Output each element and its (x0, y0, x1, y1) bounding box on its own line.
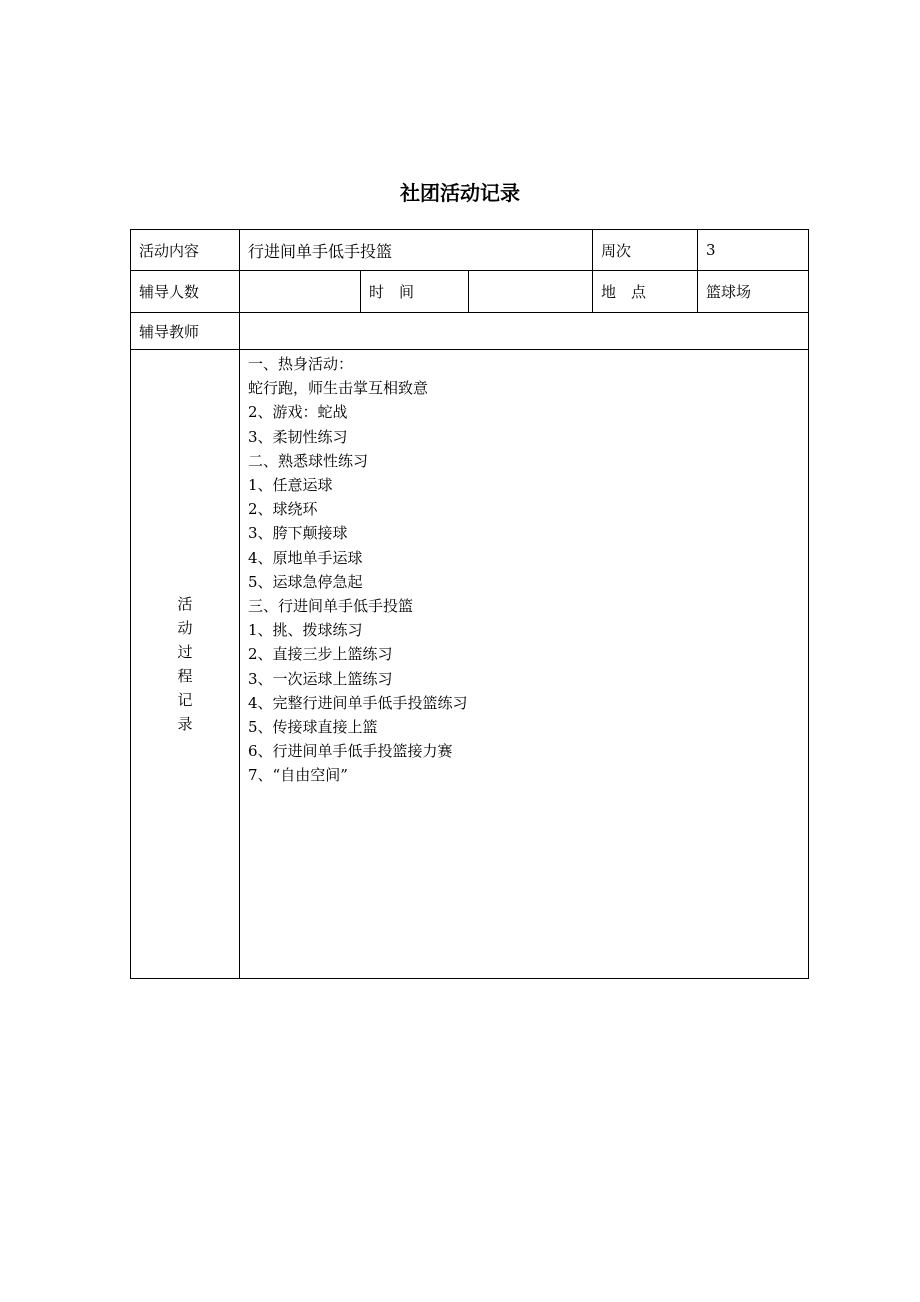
record-line: 3、胯下颠接球 (248, 524, 348, 543)
time-value (469, 271, 593, 313)
table-row (131, 271, 809, 313)
record-line: 蛇行跑，师生击掌互相致意 (248, 379, 429, 398)
record-line: 1、挑、拨球练习 (248, 621, 363, 640)
label-char: 动 (177, 619, 193, 637)
label-char: 程 (177, 667, 193, 685)
process-record-label (131, 350, 240, 979)
record-line: 一、热身活动： (248, 355, 354, 373)
record-line: 2、球绕环 (248, 500, 318, 519)
record-line: 6、行进间单手低手投篮接力赛 (248, 742, 453, 761)
record-line: 5、运球急停急起 (248, 572, 363, 591)
count-label: 辅导人数 (131, 271, 240, 313)
process-record-content (240, 350, 809, 979)
record-line: 二、熟悉球性练习 (248, 451, 369, 470)
label-char: 记 (177, 691, 193, 709)
table-row (131, 313, 809, 350)
week-label: 周次 (593, 230, 698, 271)
count-value (240, 271, 361, 313)
label-char: 活 (177, 595, 193, 613)
table-row (131, 230, 809, 271)
teacher-label: 辅导教师 (131, 313, 240, 350)
content-label: 活动内容 (131, 230, 240, 271)
time-label: 时 间 (361, 271, 469, 313)
record-line: 三、行进间单手低手投篮 (248, 597, 414, 616)
record-line: 2、直接三步上篮练习 (248, 645, 393, 664)
record-line: 4、完整行进间单手低手投篮练习 (248, 693, 468, 712)
label-char: 过 (177, 643, 193, 661)
record-line: 7、“自由空间” (248, 766, 348, 785)
label-char: 录 (177, 715, 193, 733)
record-line: 3、一次运球上篮练习 (248, 669, 393, 688)
place-label: 地 点 (593, 271, 698, 313)
table-row (131, 350, 809, 979)
record-line: 4、原地单手运球 (248, 548, 363, 567)
record-line: 2、游戏：蛇战 (248, 403, 348, 422)
activity-record-table (130, 229, 809, 979)
record-line: 3、柔韧性练习 (248, 427, 348, 446)
document-title: 社团活动记录 (400, 181, 520, 205)
content-value: 行进间单手低手投篮 (240, 230, 593, 271)
teacher-value (240, 313, 809, 350)
place-value: 篮球场 (698, 271, 809, 313)
record-line: 1、任意运球 (248, 476, 333, 495)
record-line: 5、传接球直接上篮 (248, 718, 378, 737)
week-value: 3 (698, 230, 809, 271)
